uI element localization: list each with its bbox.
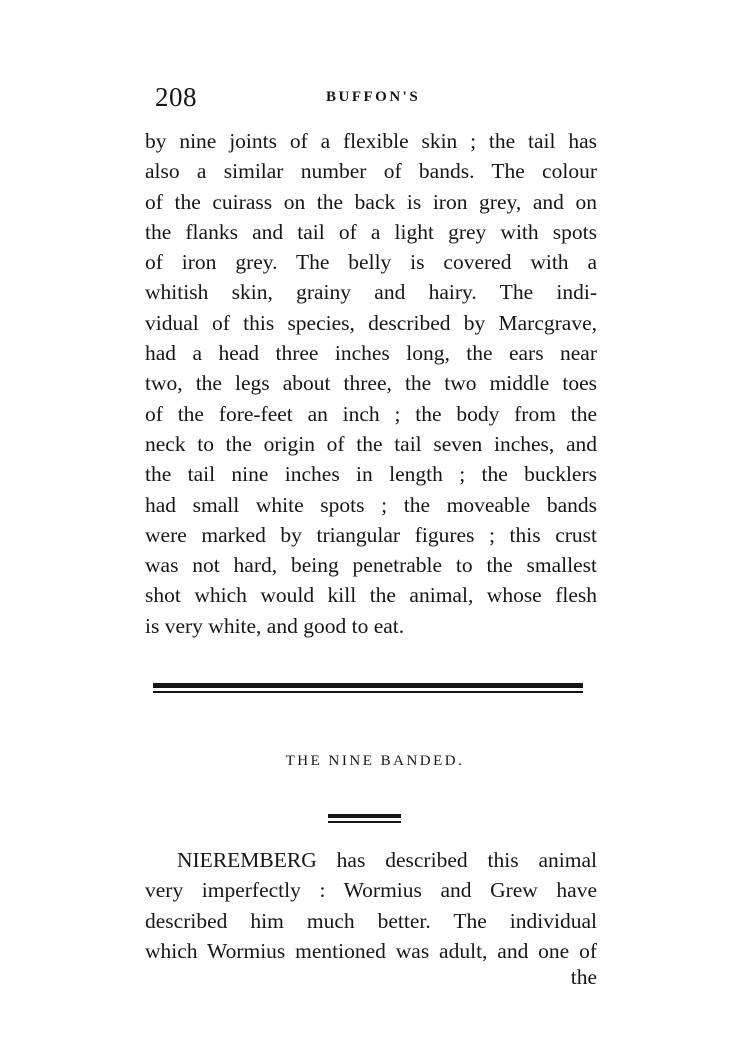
- text-line: was not hard, being penetrable to the smallest: [145, 553, 597, 578]
- text-line: described him much better. The individual: [145, 908, 597, 933]
- divider-thin-line: [153, 691, 583, 693]
- text-line: of iron grey. The belly is covered with a: [145, 250, 597, 275]
- text-line: the flanks and tail of a light grey with spots: [145, 219, 597, 244]
- text-line: vidual of this species, described by Marcgrave,: [145, 310, 597, 335]
- divider-thick-line: [153, 683, 583, 688]
- underline-thin-line: [328, 821, 401, 823]
- text-line: shot which would kill the animal, whose flesh: [145, 583, 597, 608]
- section-title: THE NINE BANDED.: [285, 753, 465, 769]
- text-line: two, the legs about three, the two middle toes: [145, 371, 597, 396]
- text-line: of the cuirass on the back is iron grey, and on: [145, 189, 597, 214]
- text-line: had a head three inches long, the ears near: [145, 341, 597, 366]
- text-line: very imperfectly : Wormius and Grew have: [145, 878, 597, 903]
- paragraph-nine-banded: [145, 845, 597, 966]
- text-line: which Wormius mentioned was adult, and one of: [145, 938, 597, 963]
- underline-thick-line: [328, 814, 401, 818]
- text-line: whitish skin, grainy and hairy. The indi-: [145, 280, 597, 305]
- running-head: BUFFON'S: [326, 89, 421, 105]
- section-divider-rule: [153, 683, 583, 695]
- catchword: the: [570, 965, 597, 989]
- text-line: of the fore-feet an inch ; the body from the: [145, 401, 597, 426]
- paragraph-armadillo-description: [145, 126, 597, 641]
- text-line: were marked by triangular figures ; this crust: [145, 522, 597, 547]
- text-line: is very white, and good to eat.: [145, 613, 405, 638]
- text-line: by nine joints of a flexible skin ; the tail has: [145, 129, 597, 153]
- page-number: 208: [155, 82, 197, 112]
- text-line: also a similar number of bands. The colour: [145, 159, 597, 184]
- text-line: the tail nine inches in length ; the bucklers: [145, 462, 597, 487]
- text-line: had small white spots ; the moveable bands: [145, 492, 597, 517]
- title-underline-rule: [328, 814, 401, 824]
- text-line: neck to the origin of the tail seven inches, and: [145, 431, 597, 456]
- text-line: NIEREMBERG has described this animal: [177, 848, 597, 872]
